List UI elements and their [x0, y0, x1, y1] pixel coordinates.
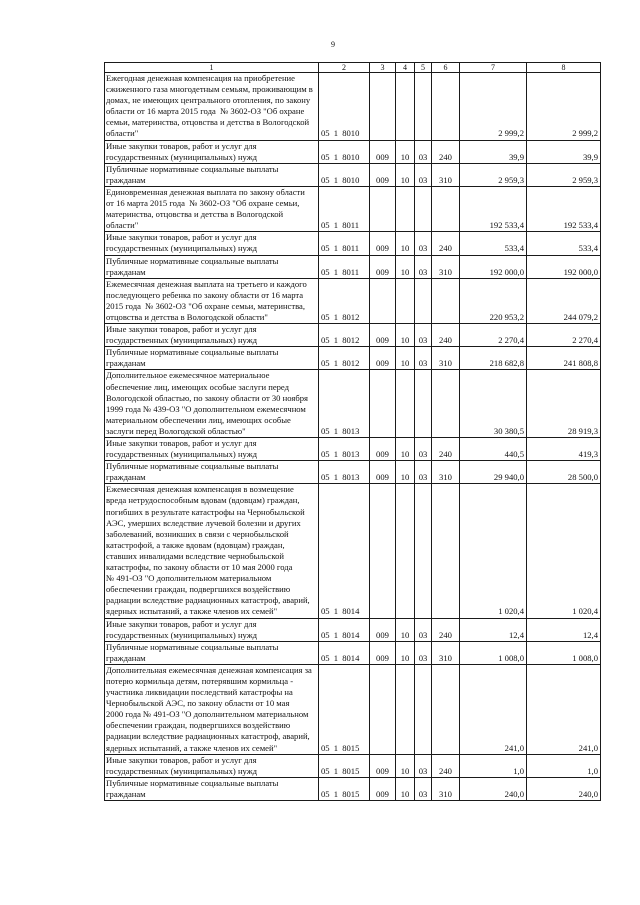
- row-section-code: 10: [396, 641, 415, 664]
- row-amount-col8: 2 270,4: [527, 324, 601, 347]
- row-section-code: 10: [396, 163, 415, 186]
- row-section-code: 10: [396, 232, 415, 255]
- row-section-code: [396, 664, 415, 754]
- row-ministry-code: 009: [370, 777, 396, 800]
- row-amount-col7: 39,9: [460, 140, 527, 163]
- row-ministry-code: [370, 664, 396, 754]
- table-row: [105, 324, 601, 347]
- row-amount-col8: 419,3: [527, 438, 601, 461]
- row-expense-type: 240: [432, 618, 460, 641]
- table-row: [105, 232, 601, 255]
- row-amount-col7: 30 380,5: [460, 370, 527, 438]
- row-amount-col7: 220 953,2: [460, 278, 527, 323]
- row-amount-col7: 2 959,3: [460, 163, 527, 186]
- row-amount-col8: 240,0: [527, 777, 601, 800]
- row-subsection-code: 03: [415, 140, 432, 163]
- row-description: Публичные нормативные социальные выплаты гражданам: [105, 777, 319, 800]
- table-row: [105, 777, 601, 800]
- row-ministry-code: [370, 73, 396, 141]
- row-amount-col8: 2 999,2: [527, 73, 601, 141]
- row-target-code: 05 1 8013: [319, 370, 370, 438]
- row-amount-col8: 1 008,0: [527, 641, 601, 664]
- table-header-row: [105, 63, 601, 73]
- row-description: Публичные нормативные социальные выплаты гражданам: [105, 255, 319, 278]
- table-row: [105, 461, 601, 484]
- row-expense-type: [432, 370, 460, 438]
- row-target-code: 05 1 8015: [319, 777, 370, 800]
- row-ministry-code: [370, 370, 396, 438]
- row-ministry-code: [370, 186, 396, 231]
- row-amount-col7: 1 008,0: [460, 641, 527, 664]
- table-row: [105, 618, 601, 641]
- row-amount-col8: 241,0: [527, 664, 601, 754]
- table-row: [105, 484, 601, 618]
- row-subsection-code: 03: [415, 255, 432, 278]
- row-description: Иные закупки товаров, работ и услуг для государственных (муниципальных) нужд: [105, 232, 319, 255]
- row-target-code: 05 1 8013: [319, 438, 370, 461]
- row-expense-type: [432, 664, 460, 754]
- row-amount-col8: 244 079,2: [527, 278, 601, 323]
- row-amount-col7: 1 020,4: [460, 484, 527, 618]
- row-amount-col7: 2 999,2: [460, 73, 527, 141]
- row-subsection-code: 03: [415, 324, 432, 347]
- header-col-3: 3: [370, 63, 396, 73]
- row-subsection-code: [415, 73, 432, 141]
- row-subsection-code: 03: [415, 438, 432, 461]
- row-subsection-code: [415, 484, 432, 618]
- row-subsection-code: 03: [415, 347, 432, 370]
- row-amount-col8: 39,9: [527, 140, 601, 163]
- row-target-code: 05 1 8011: [319, 255, 370, 278]
- row-amount-col7: 1,0: [460, 754, 527, 777]
- row-expense-type: 240: [432, 232, 460, 255]
- table-row: [105, 347, 601, 370]
- table-row: [105, 278, 601, 323]
- row-description: Дополнительная ежемесячная денежная компенсация за потерю кормильца детям, потерявшим кормильца - участника ликвидации последствий катастрофы на Чернобыльской АЭС, по закону области от 10 мая 2000 года № 491-ОЗ "О дополнительном материальном обеспечении граждан, подвергшихся воздействию радиации вследствие радиационных катастроф, аварий, ядерных испытаний, а также членов их семей": [105, 664, 319, 754]
- header-col-5: 5: [415, 63, 432, 73]
- row-target-code: 05 1 8014: [319, 641, 370, 664]
- row-target-code: 05 1 8012: [319, 278, 370, 323]
- row-amount-col7: 440,5: [460, 438, 527, 461]
- table-row: [105, 438, 601, 461]
- row-amount-col7: 29 940,0: [460, 461, 527, 484]
- header-col-6: 6: [432, 63, 460, 73]
- row-description: Единовременная денежная выплата по закону области от 16 марта 2015 года № 3602-ОЗ "Об охране семьи, материнства, отцовства и детства в Вологодской области": [105, 186, 319, 231]
- table-row: [105, 641, 601, 664]
- row-subsection-code: 03: [415, 461, 432, 484]
- row-amount-col8: 192 533,4: [527, 186, 601, 231]
- row-expense-type: 240: [432, 438, 460, 461]
- row-subsection-code: 03: [415, 163, 432, 186]
- row-subsection-code: 03: [415, 232, 432, 255]
- row-ministry-code: 009: [370, 347, 396, 370]
- row-description: Публичные нормативные социальные выплаты гражданам: [105, 347, 319, 370]
- row-section-code: 10: [396, 618, 415, 641]
- row-amount-col8: 533,4: [527, 232, 601, 255]
- page-number: 9: [331, 40, 335, 49]
- row-ministry-code: 009: [370, 232, 396, 255]
- row-section-code: 10: [396, 461, 415, 484]
- row-subsection-code: [415, 186, 432, 231]
- row-expense-type: [432, 278, 460, 323]
- row-subsection-code: 03: [415, 641, 432, 664]
- row-section-code: [396, 370, 415, 438]
- row-section-code: [396, 73, 415, 141]
- row-amount-col7: 12,4: [460, 618, 527, 641]
- row-subsection-code: 03: [415, 754, 432, 777]
- row-description: Иные закупки товаров, работ и услуг для государственных (муниципальных) нужд: [105, 140, 319, 163]
- row-description: Иные закупки товаров, работ и услуг для государственных (муниципальных) нужд: [105, 754, 319, 777]
- row-subsection-code: 03: [415, 618, 432, 641]
- row-section-code: 10: [396, 754, 415, 777]
- row-target-code: 05 1 8011: [319, 186, 370, 231]
- row-ministry-code: 009: [370, 754, 396, 777]
- header-col-7: 7: [460, 63, 527, 73]
- row-ministry-code: 009: [370, 163, 396, 186]
- row-section-code: 10: [396, 255, 415, 278]
- row-ministry-code: [370, 484, 396, 618]
- header-col-1: 1: [105, 63, 319, 73]
- table-row: [105, 140, 601, 163]
- row-section-code: 10: [396, 140, 415, 163]
- row-ministry-code: 009: [370, 438, 396, 461]
- table-row: [105, 163, 601, 186]
- row-target-code: 05 1 8012: [319, 347, 370, 370]
- table-row: [105, 186, 601, 231]
- row-expense-type: 240: [432, 140, 460, 163]
- row-ministry-code: 009: [370, 255, 396, 278]
- row-amount-col8: 1,0: [527, 754, 601, 777]
- table-row: [105, 73, 601, 141]
- table-row: [105, 754, 601, 777]
- header-col-4: 4: [396, 63, 415, 73]
- row-target-code: 05 1 8010: [319, 163, 370, 186]
- row-section-code: 10: [396, 347, 415, 370]
- row-amount-col8: 28 919,3: [527, 370, 601, 438]
- header-col-2: 2: [319, 63, 370, 73]
- table-row: [105, 255, 601, 278]
- row-expense-type: 240: [432, 324, 460, 347]
- row-amount-col7: 240,0: [460, 777, 527, 800]
- table-row: [105, 664, 601, 754]
- row-description: Иные закупки товаров, работ и услуг для государственных (муниципальных) нужд: [105, 324, 319, 347]
- row-ministry-code: 009: [370, 641, 396, 664]
- row-amount-col7: 2 270,4: [460, 324, 527, 347]
- row-target-code: 05 1 8013: [319, 461, 370, 484]
- row-expense-type: 240: [432, 754, 460, 777]
- row-section-code: 10: [396, 438, 415, 461]
- row-expense-type: 310: [432, 255, 460, 278]
- row-expense-type: [432, 73, 460, 141]
- row-target-code: 05 1 8010: [319, 73, 370, 141]
- row-amount-col8: 28 500,0: [527, 461, 601, 484]
- row-description: Публичные нормативные социальные выплаты гражданам: [105, 163, 319, 186]
- row-description: Ежемесячная денежная выплата на третьего и каждого последующего ребенка по закону области от 16 марта 2015 года № 3602-ОЗ "Об охране семьи, материнства, отцовства и детства в Вологодской области": [105, 278, 319, 323]
- row-section-code: [396, 278, 415, 323]
- row-ministry-code: 009: [370, 461, 396, 484]
- row-subsection-code: 03: [415, 777, 432, 800]
- row-target-code: 05 1 8014: [319, 618, 370, 641]
- row-expense-type: 310: [432, 641, 460, 664]
- row-description: Ежемесячная денежная компенсация в возмещение вреда нетрудоспособным вдовам (вдовцам) граждан, погибших в результате катастрофы на Чернобыльской АЭС, умерших вследствие лучевой болезни и других заболеваний, возникших в связи с чернобыльской катастрофой, а также вдовам (вдовцам) граждан, ставших инвалидами вследствие чернобыльской катастрофы, по закону области от 10 мая 2000 года № 491-ОЗ "О дополнительном материальном обеспечении граждан, подвергшихся воздействию радиации вследствие радиационных катастроф, аварий, ядерных испытаний, а также членов их семей": [105, 484, 319, 618]
- row-target-code: 05 1 8015: [319, 754, 370, 777]
- budget-table: [104, 62, 601, 801]
- row-expense-type: 310: [432, 163, 460, 186]
- row-description: Иные закупки товаров, работ и услуг для государственных (муниципальных) нужд: [105, 618, 319, 641]
- row-expense-type: [432, 484, 460, 618]
- row-subsection-code: [415, 664, 432, 754]
- table-row: [105, 370, 601, 438]
- header-col-8: 8: [527, 63, 601, 73]
- row-section-code: [396, 186, 415, 231]
- row-section-code: 10: [396, 324, 415, 347]
- row-target-code: 05 1 8010: [319, 140, 370, 163]
- row-amount-col7: 241,0: [460, 664, 527, 754]
- row-subsection-code: [415, 370, 432, 438]
- row-expense-type: 310: [432, 347, 460, 370]
- row-ministry-code: 009: [370, 324, 396, 347]
- row-amount-col8: 192 000,0: [527, 255, 601, 278]
- row-amount-col7: 218 682,8: [460, 347, 527, 370]
- row-description: Иные закупки товаров, работ и услуг для государственных (муниципальных) нужд: [105, 438, 319, 461]
- row-ministry-code: 009: [370, 140, 396, 163]
- row-description: Публичные нормативные социальные выплаты гражданам: [105, 461, 319, 484]
- row-ministry-code: 009: [370, 618, 396, 641]
- row-target-code: 05 1 8012: [319, 324, 370, 347]
- row-target-code: 05 1 8011: [319, 232, 370, 255]
- row-amount-col7: 192 000,0: [460, 255, 527, 278]
- row-amount-col8: 2 959,3: [527, 163, 601, 186]
- row-expense-type: [432, 186, 460, 231]
- row-section-code: [396, 484, 415, 618]
- row-target-code: 05 1 8014: [319, 484, 370, 618]
- row-amount-col8: 241 808,8: [527, 347, 601, 370]
- row-expense-type: 310: [432, 777, 460, 800]
- row-ministry-code: [370, 278, 396, 323]
- row-section-code: 10: [396, 777, 415, 800]
- row-expense-type: 310: [432, 461, 460, 484]
- row-amount-col7: 533,4: [460, 232, 527, 255]
- row-amount-col7: 192 533,4: [460, 186, 527, 231]
- row-description: Публичные нормативные социальные выплаты гражданам: [105, 641, 319, 664]
- row-amount-col8: 1 020,4: [527, 484, 601, 618]
- row-subsection-code: [415, 278, 432, 323]
- row-target-code: 05 1 8015: [319, 664, 370, 754]
- row-description: Дополнительное ежемесячное материальное обеспечение лиц, имеющих особые заслуги перед Вологодской областью, по закону области от 30 ноября 1999 года № 439-ОЗ "О дополнительном ежемесячном материальном обеспечении лиц, имеющих особые заслуги перед Вологодской областью": [105, 370, 319, 438]
- row-amount-col8: 12,4: [527, 618, 601, 641]
- row-description: Ежегодная денежная компенсация на приобретение сжиженного газа многодетным семьям, проживающим в домах, не имеющих центрального отопления, по закону области от 16 марта 2015 года № 3602-ОЗ "Об охране семьи, материнства, отцовства и детства в Вологодской области": [105, 73, 319, 141]
